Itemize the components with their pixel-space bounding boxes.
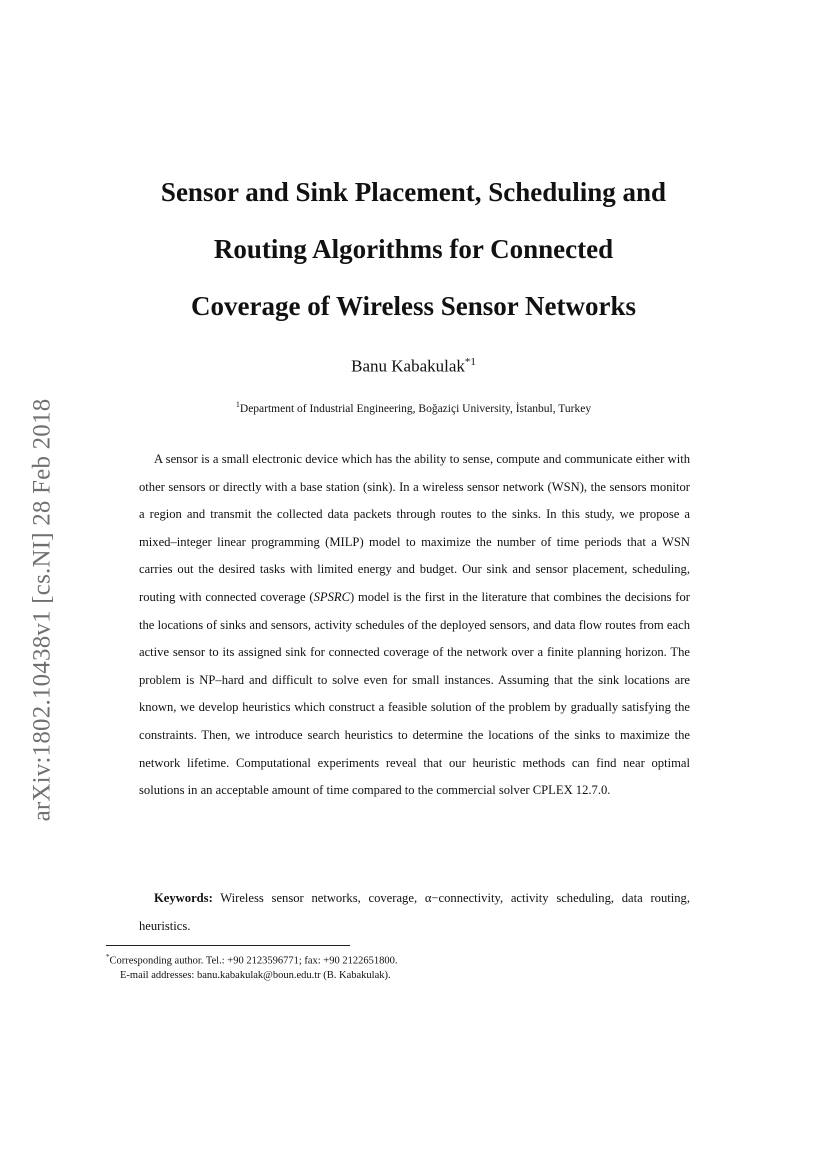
keywords [139,885,690,940]
footnote-mark: * [106,953,110,961]
footnotes [106,950,726,983]
model-name: SPSRC [313,589,351,604]
keywords-label: Keywords: [154,891,213,905]
abstract-text-part2: ) model is the first in the literature that combines the decisions for the locations of sinks and sensors, activity schedules of the deployed sensors, and data flow routes from each active sensor to its assigned sink for connected coverage of the network over a finite planning horizon. The problem is NP–hard and difficult to solve even for small instances. Assuming that the sink locations are known, we develop heuristics which construct a feasible solution of the problem by gradually satisfying the constraints. Then, we introduce search heuristics to determine the locations of the sinks to maximize the network lifetime. Computational experiments reveal that our heuristic methods can find near optimal solutions in an acceptable amount of time compared to the commercial solver CPLEX 12.7.0. [139,589,690,798]
footnote-divider [106,945,350,946]
footnote-corresponding-text: Corresponding author. Tel.: +90 2123596771; fax: +90 2122651800. [109,955,398,967]
affiliation-mark: 1 [235,400,240,409]
title-line: Sensor and Sink Placement, Scheduling and [160,177,667,207]
affiliation-text: Department of Industrial Engineering, Boğaziçi University, İstanbul, Turkey [239,402,592,415]
paper-title [80,164,747,335]
arxiv-identifier-stamp [18,372,66,848]
abstract [139,446,690,805]
keywords-text: Wireless sensor networks, coverage, α−connectivity, activity scheduling, data routing, heuristics. [139,891,690,933]
title-line: Coverage of Wireless Sensor Networks [191,291,636,321]
author-footnote-marks: *1 [464,356,476,368]
footnote-email: E-mail addresses: banu.kabakulak@boun.edu.tr (B. Kabakulak). [120,969,391,981]
arxiv-identifier-text: arXiv:1802.10438v1 [cs.NI] 28 Feb 2018 [28,398,56,822]
abstract-text-part1: A sensor is a small electronic device which has the ability to sense, compute and communicate either with other sensors or directly with a base station (sink). In a wireless sensor network (WSN), the sensors monitor a region and transmit the collected data packets through routes to the sinks. In this study, we propose a mixed–integer linear programming (MILP) model to maximize the number of time periods that a WSN carries out the desired tasks with limited energy and budget. Our sink and sensor placement, scheduling, routing with connected coverage ( [139,452,690,604]
title-line: Routing Algorithms for Connected [213,234,614,264]
footnote-corresponding [106,950,726,969]
affiliation [0,400,827,415]
author-line [0,356,827,377]
author-name: Banu Kabakulak [351,356,465,376]
